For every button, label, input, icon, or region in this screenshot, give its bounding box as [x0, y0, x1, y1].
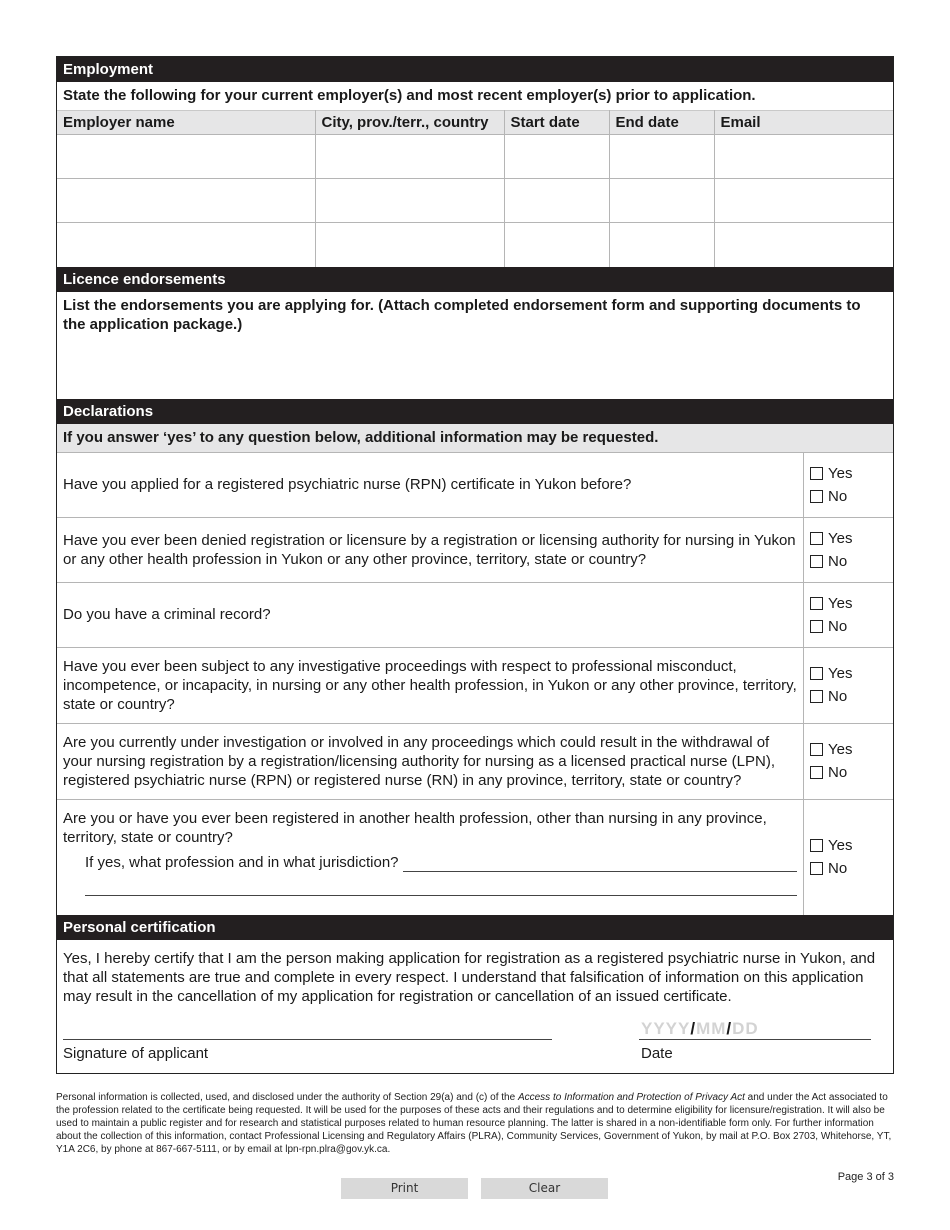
email-field[interactable]: [714, 135, 893, 179]
yes-label: Yes: [828, 594, 853, 612]
column-email: Email: [714, 111, 893, 135]
column-end-date: End date: [609, 111, 714, 135]
no-option[interactable]: [810, 615, 893, 638]
privacy-notice: [56, 1091, 896, 1156]
yes-label: Yes: [828, 464, 853, 482]
no-label: No: [828, 487, 848, 505]
profession-jurisdiction-field[interactable]: [403, 854, 798, 872]
certification-text: Yes, I hereby certify that I am the person making application for registration as a registered psychiatric nurse in Yukon, and that all statements are true and complete in every respect. I understand that falsification of information on this application may result in the cancellation of my application for registration or cancellation of an issued certificate.: [63, 949, 876, 1005]
yes-checkbox[interactable]: [810, 532, 823, 545]
end-date-field[interactable]: [609, 223, 714, 267]
employer-name-field[interactable]: [57, 135, 315, 179]
endorsements-heading: Licence endorsements: [57, 267, 893, 292]
yes-label: Yes: [828, 741, 853, 758]
privacy-text-part2: and under the Act associated to the profession related to the certificate being requested. It will be used for the purposes of these acts and their regulations and to determine eligibility for licensure/registration. It will also be used to maintain a public register and for research and statistical purposes related to human resource planning. The latter is shared in a non-identifiable form only. For further information about the collection of this information, contact Professional Licensing and Regulatory Affairs (PLRA), Community Services, Government of Yukon, by mail at P.O. Box 2703, Whitehorse, YT, Y1A 2C6, by phone at 867-667-5111, or by email at lpn-rpn.plra@gov.yk.ca.: [56, 1092, 892, 1155]
signature-label: Signature of applicant: [63, 1044, 209, 1062]
table-row: [57, 135, 893, 179]
city-field[interactable]: [315, 179, 504, 223]
column-city: City, prov./terr., country: [315, 111, 504, 135]
yes-checkbox[interactable]: [810, 839, 823, 852]
yes-option[interactable]: [810, 527, 893, 550]
no-label: No: [828, 688, 848, 705]
yes-checkbox[interactable]: [810, 743, 823, 756]
signature-field[interactable]: [63, 1039, 552, 1040]
no-option[interactable]: [810, 685, 893, 708]
column-start-date: Start date: [504, 111, 609, 135]
followup-label: If yes, what profession and in what jurisdiction?: [85, 853, 399, 871]
question-text: Are you currently under investigation or involved in any proceedings which could result in the withdrawal of your nursing registration by a registration/licensing authority for nursing as a licensed practical nurse (LPN), registered psychiatric nurse (RPN) or registered nurse (RN) in any province, territory, state or country?: [63, 733, 776, 789]
employer-name-field[interactable]: [57, 179, 315, 223]
no-option[interactable]: [810, 550, 893, 573]
city-field[interactable]: [315, 135, 504, 179]
column-employer-name: Employer name: [57, 111, 315, 135]
email-field[interactable]: [714, 223, 893, 267]
page-number: Page 3 of 3: [837, 1171, 894, 1183]
yes-checkbox[interactable]: [810, 667, 823, 680]
end-date-field[interactable]: [609, 135, 714, 179]
no-label: No: [828, 552, 848, 570]
declaration-question-3: [57, 583, 893, 648]
employer-name-field[interactable]: [57, 223, 315, 267]
end-date-field[interactable]: [609, 179, 714, 223]
application-form: [56, 56, 894, 1074]
yes-option[interactable]: [810, 662, 893, 685]
print-button[interactable]: Print: [341, 1178, 468, 1199]
date-field[interactable]: [641, 1019, 759, 1038]
certification-heading: Personal certification: [57, 915, 893, 940]
question-text: Have you applied for a registered psychiatric nurse (RPN) certificate in Yukon before?: [63, 476, 632, 493]
no-checkbox[interactable]: [810, 620, 823, 633]
profession-jurisdiction-field-continued[interactable]: [85, 872, 797, 896]
question-text: Are you or have you ever been registered in another health profession, other than nursing in any province, territory, state or country?: [63, 809, 767, 846]
date-separator: /: [690, 1018, 697, 1038]
clear-button[interactable]: Clear: [481, 1178, 608, 1199]
start-date-field[interactable]: [504, 223, 609, 267]
question-text: Have you ever been subject to any investigative proceedings with respect to professional misconduct, incompetence, or incapacity, in nursing or any other health profession, in Yukon or any other province, territory, state or country?: [63, 657, 797, 713]
no-label: No: [828, 764, 848, 781]
start-date-field[interactable]: [504, 179, 609, 223]
employment-table: [57, 110, 893, 267]
no-checkbox[interactable]: [810, 490, 823, 503]
privacy-text-part1: Personal information is collected, used, and disclosed under the authority of Section 29(a) and (c) of the: [56, 1092, 518, 1103]
date-day-placeholder: DD: [732, 1018, 759, 1038]
date-year-placeholder: YYYY: [641, 1018, 691, 1038]
yes-label: Yes: [828, 529, 853, 547]
declarations-instruction: If you answer ‘yes’ to any question below, additional information may be requested.: [57, 424, 893, 453]
yes-option[interactable]: [810, 592, 893, 615]
question-text: Have you ever been denied registration or licensure by a registration or licensing authority for nursing in Yukon or any other health profession in Yukon or any other province, territory, state or country?: [63, 531, 796, 568]
declaration-question-6: [57, 800, 893, 915]
table-row: [57, 179, 893, 223]
yes-option[interactable]: [810, 462, 893, 485]
endorsements-instruction: List the endorsements you are applying for. (Attach completed endorsement form and supporting documents to the application package.): [63, 296, 861, 333]
yes-label: Yes: [828, 837, 853, 854]
date-separator: /: [726, 1018, 733, 1038]
yes-option[interactable]: [810, 834, 893, 857]
declaration-question-4: [57, 648, 893, 724]
date-month-placeholder: MM: [696, 1018, 727, 1038]
date-label: Date: [641, 1044, 673, 1062]
privacy-act-title: Access to Information and Protection of Privacy Act: [517, 1092, 745, 1103]
endorsements-field[interactable]: [57, 292, 893, 399]
yes-checkbox[interactable]: [810, 597, 823, 610]
employment-instruction: State the following for your current employer(s) and most recent employer(s) prior to application.: [63, 87, 756, 104]
table-row: [57, 223, 893, 267]
no-checkbox[interactable]: [810, 690, 823, 703]
no-option[interactable]: [810, 485, 893, 508]
certification-section: [57, 940, 893, 1073]
yes-label: Yes: [828, 665, 853, 682]
declarations-heading: Declarations: [57, 399, 893, 424]
yes-checkbox[interactable]: [810, 467, 823, 480]
date-underline: [639, 1039, 871, 1040]
employment-heading: Employment: [57, 57, 893, 82]
no-option[interactable]: [810, 857, 893, 880]
start-date-field[interactable]: [504, 135, 609, 179]
email-field[interactable]: [714, 179, 893, 223]
declaration-question-5: [57, 724, 893, 800]
no-option[interactable]: [810, 761, 893, 784]
declaration-question-2: [57, 518, 893, 583]
declaration-question-1: [57, 453, 893, 518]
city-field[interactable]: [315, 223, 504, 267]
no-checkbox[interactable]: [810, 862, 823, 875]
no-label: No: [828, 860, 848, 877]
question-text: Do you have a criminal record?: [63, 606, 271, 623]
no-checkbox[interactable]: [810, 766, 823, 779]
yes-option[interactable]: [810, 738, 893, 761]
no-label: No: [828, 617, 848, 635]
no-checkbox[interactable]: [810, 555, 823, 568]
